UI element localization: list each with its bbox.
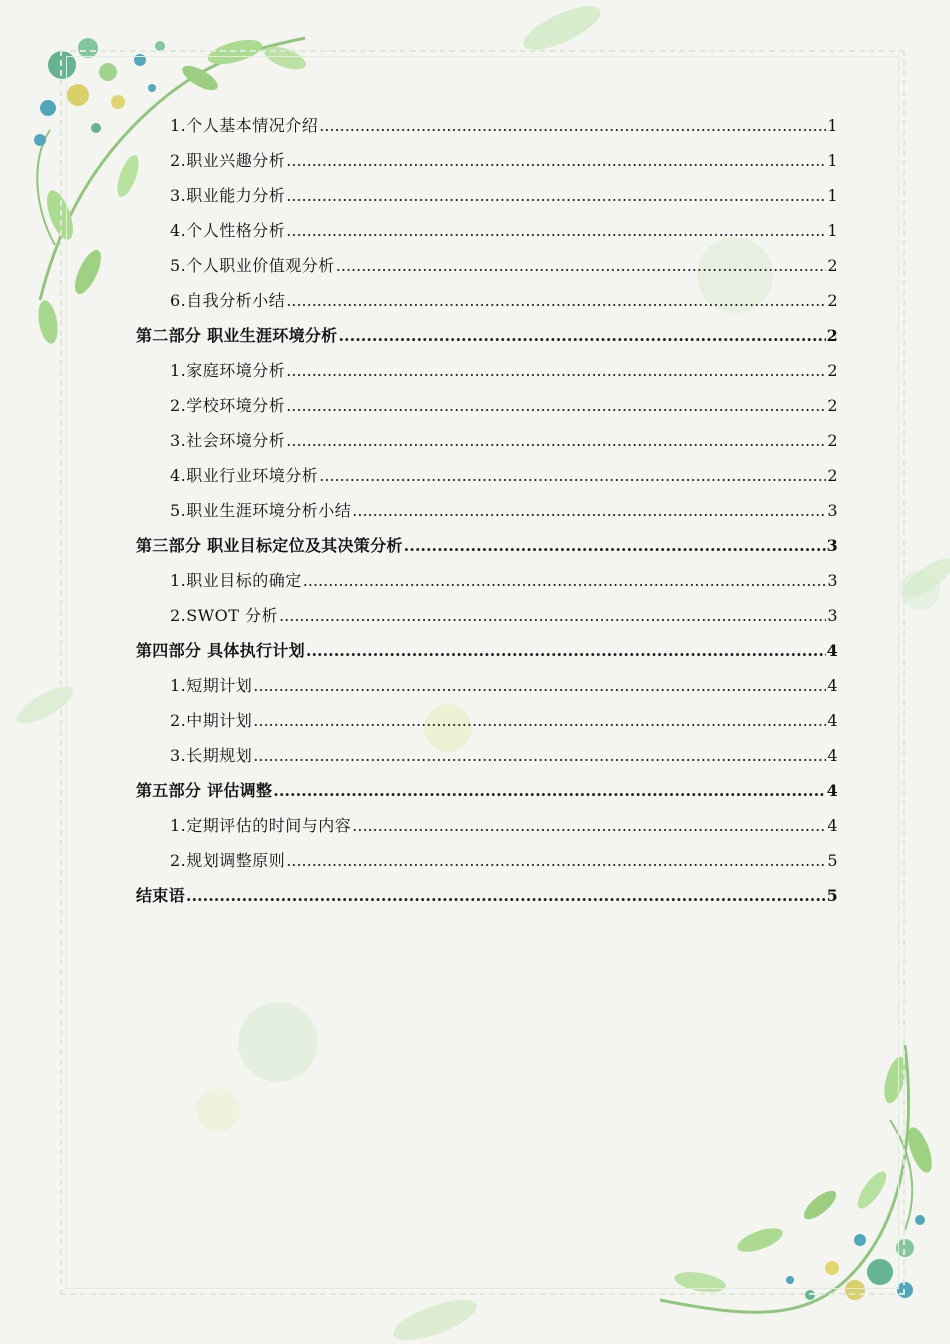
- toc-dot-leader: [303, 563, 827, 598]
- toc-entry-title: 第四部分 具体执行计划: [136, 641, 305, 660]
- toc-dot-leader: [404, 528, 826, 563]
- toc-entry-title: 3.职业能力分析: [170, 186, 286, 205]
- toc-page-number: 3: [827, 606, 838, 625]
- toc-section-entry[interactable]: [136, 633, 838, 668]
- toc-subsection-entry[interactable]: [136, 563, 838, 598]
- toc-dot-leader: [352, 493, 826, 528]
- toc-entry-title: 6.自我分析小结: [170, 291, 286, 310]
- toc-subsection-entry[interactable]: [136, 493, 838, 528]
- toc-subsection-entry[interactable]: [136, 353, 838, 388]
- toc-subsection-entry[interactable]: [136, 598, 838, 633]
- toc-entry-title: 第五部分 评估调整: [136, 781, 273, 800]
- toc-subsection-entry[interactable]: [136, 843, 838, 878]
- toc-page-number: 2: [827, 361, 838, 380]
- toc-subsection-entry[interactable]: [136, 668, 838, 703]
- toc-entry-title: 4.个人性格分析: [170, 221, 286, 240]
- toc-subsection-entry[interactable]: [136, 738, 838, 773]
- toc-entry-title: 2.中期计划: [170, 711, 253, 730]
- toc-page-number: 4: [827, 746, 838, 765]
- toc-subsection-entry[interactable]: [136, 808, 838, 843]
- toc-dot-leader: [286, 843, 826, 878]
- toc-page-number: 3: [827, 501, 838, 520]
- toc-entry-title: 4.职业行业环境分析: [170, 466, 319, 485]
- toc-entry-title: 3.社会环境分析: [170, 431, 286, 450]
- toc-page-number: 4: [827, 711, 838, 730]
- toc-dot-leader: [319, 458, 826, 493]
- toc-page-number: 5: [827, 851, 838, 870]
- toc-subsection-entry[interactable]: [136, 108, 838, 143]
- toc-section-entry[interactable]: [136, 528, 838, 563]
- toc-page-number: 2: [827, 396, 838, 415]
- toc-entry-title: 2.SWOT 分析: [170, 606, 279, 625]
- toc-dot-leader: [286, 213, 826, 248]
- toc-dot-leader: [286, 388, 826, 423]
- toc-page-number: 2: [827, 256, 838, 275]
- toc-page-number: 1: [827, 151, 838, 170]
- toc-entry-title: 1.职业目标的确定: [170, 571, 302, 590]
- toc-page-number: 2: [827, 466, 838, 485]
- toc-page-number: 2: [827, 431, 838, 450]
- toc-subsection-entry[interactable]: [136, 143, 838, 178]
- toc-page-number: 4: [826, 781, 838, 800]
- toc-entry-title: 5.职业生涯环境分析小结: [170, 501, 352, 520]
- toc-page-number: 4: [827, 676, 838, 695]
- toc-dot-leader: [253, 738, 826, 773]
- toc-dot-leader: [253, 668, 826, 703]
- toc-page-number: 4: [827, 816, 838, 835]
- toc-subsection-entry[interactable]: [136, 213, 838, 248]
- toc-dot-leader: [186, 878, 826, 913]
- toc-dot-leader: [279, 598, 826, 633]
- toc-entry-title: 2.学校环境分析: [170, 396, 286, 415]
- toc-page-number: 2: [827, 291, 838, 310]
- toc-dot-leader: [319, 108, 826, 143]
- toc-entry-title: 2.职业兴趣分析: [170, 151, 286, 170]
- toc-page-number: 1: [827, 116, 838, 135]
- toc-dot-leader: [273, 773, 825, 808]
- toc-subsection-entry[interactable]: [136, 423, 838, 458]
- toc-page-number: 1: [827, 186, 838, 205]
- toc-entry-title: 第二部分 职业生涯环境分析: [136, 326, 338, 345]
- toc-dot-leader: [286, 178, 826, 213]
- toc-dot-leader: [286, 283, 826, 318]
- toc-dot-leader: [286, 143, 826, 178]
- toc-page-number: 5: [826, 886, 838, 905]
- toc-subsection-entry[interactable]: [136, 388, 838, 423]
- toc-entry-title: 结束语: [136, 886, 185, 905]
- toc-dot-leader: [306, 633, 826, 668]
- toc-entry-title: 第三部分 职业目标定位及其决策分析: [136, 536, 403, 555]
- toc-entry-title: 1.定期评估的时间与内容: [170, 816, 352, 835]
- toc-page-number: 3: [826, 536, 838, 555]
- toc-dot-leader: [253, 703, 826, 738]
- toc-entry-title: 1.个人基本情况介绍: [170, 116, 319, 135]
- toc-dot-leader: [286, 423, 826, 458]
- toc-dot-leader: [338, 318, 825, 353]
- leaf-bottom: [389, 1292, 481, 1344]
- toc-entry-title: 1.家庭环境分析: [170, 361, 286, 380]
- toc-entry-title: 3.长期规划: [170, 746, 253, 765]
- toc-subsection-entry[interactable]: [136, 283, 838, 318]
- toc-section-entry[interactable]: [136, 318, 838, 353]
- toc-subsection-entry[interactable]: [136, 703, 838, 738]
- toc-dot-leader: [286, 353, 826, 388]
- toc-subsection-entry[interactable]: [136, 248, 838, 283]
- toc-entry-title: 5.个人职业价值观分析: [170, 256, 335, 275]
- toc-page-number: 2: [826, 326, 838, 345]
- toc-dot-leader: [352, 808, 826, 843]
- toc-page-number: 1: [827, 221, 838, 240]
- toc-page-number: 4: [826, 641, 838, 660]
- toc-section-entry[interactable]: [136, 773, 838, 808]
- table-of-contents: [136, 108, 838, 913]
- toc-entry-title: 1.短期计划: [170, 676, 253, 695]
- toc-page-number: 3: [827, 571, 838, 590]
- toc-dot-leader: [336, 248, 827, 283]
- toc-subsection-entry[interactable]: [136, 178, 838, 213]
- toc-section-entry[interactable]: [136, 878, 838, 913]
- toc-subsection-entry[interactable]: [136, 458, 838, 493]
- toc-entry-title: 2.规划调整原则: [170, 851, 286, 870]
